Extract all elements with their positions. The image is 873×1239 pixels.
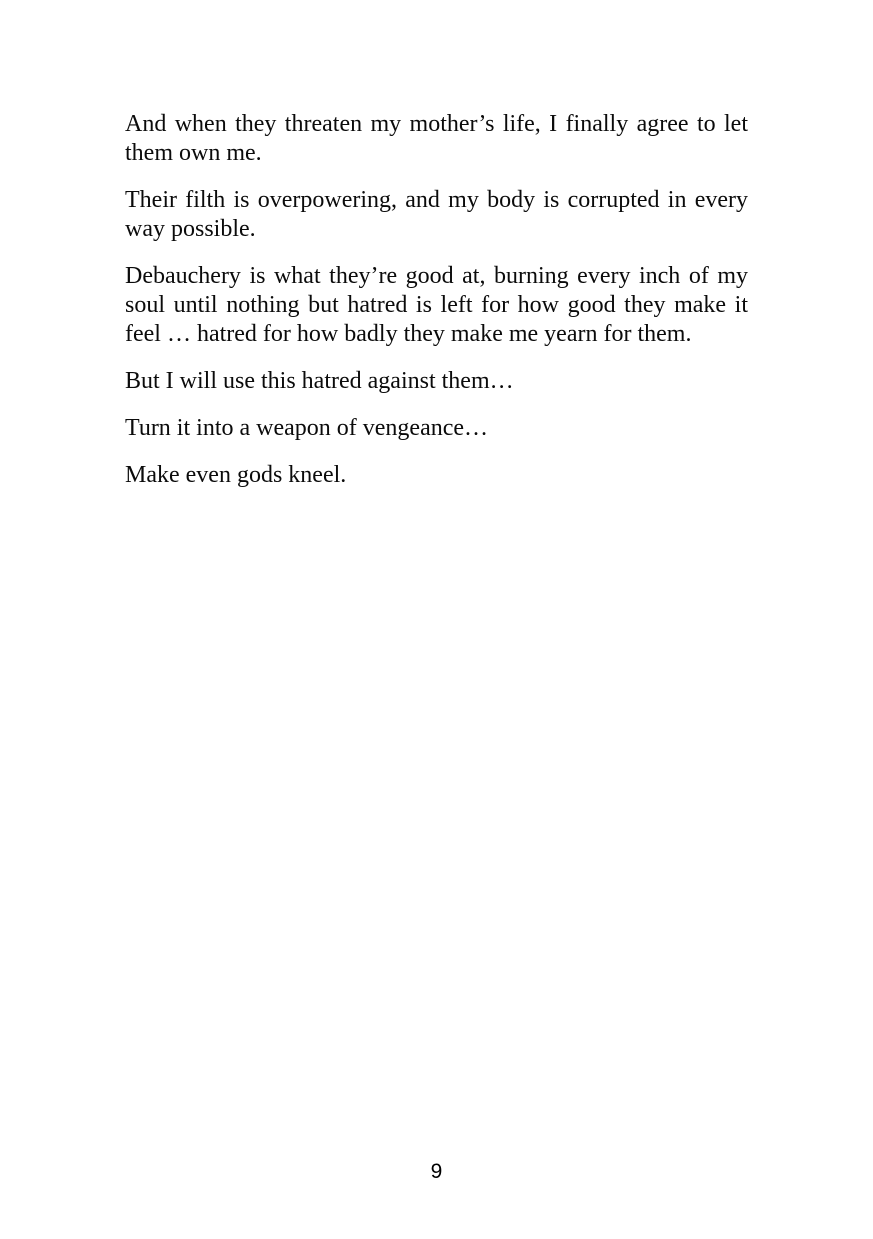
text-line: Debauchery is what they’re good at, burning every inch of my — [125, 263, 748, 289]
text-line: them own me. — [125, 140, 262, 166]
text-line: way possible. — [125, 216, 256, 242]
text-line: soul until nothing but hatred is left for how good they make it — [125, 292, 748, 318]
paragraph — [125, 461, 748, 490]
paragraph — [125, 367, 748, 396]
paragraph — [125, 110, 748, 168]
text-line: Turn it into a weapon of vengeance… — [125, 415, 489, 441]
text-line: Make even gods kneel. — [125, 462, 347, 488]
page-text — [125, 110, 748, 508]
paragraph — [125, 262, 748, 349]
text-line: Their filth is overpowering, and my body is corrupted in every — [125, 187, 748, 213]
text-line: And when they threaten my mother’s life, I finally agree to let — [125, 111, 748, 137]
text-line: But I will use this hatred against them… — [125, 368, 514, 394]
page-number: 9 — [430, 1160, 443, 1183]
paragraph — [125, 186, 748, 244]
text-line: feel … hatred for how badly they make me yearn for them. — [125, 321, 692, 347]
paragraph — [125, 414, 748, 443]
